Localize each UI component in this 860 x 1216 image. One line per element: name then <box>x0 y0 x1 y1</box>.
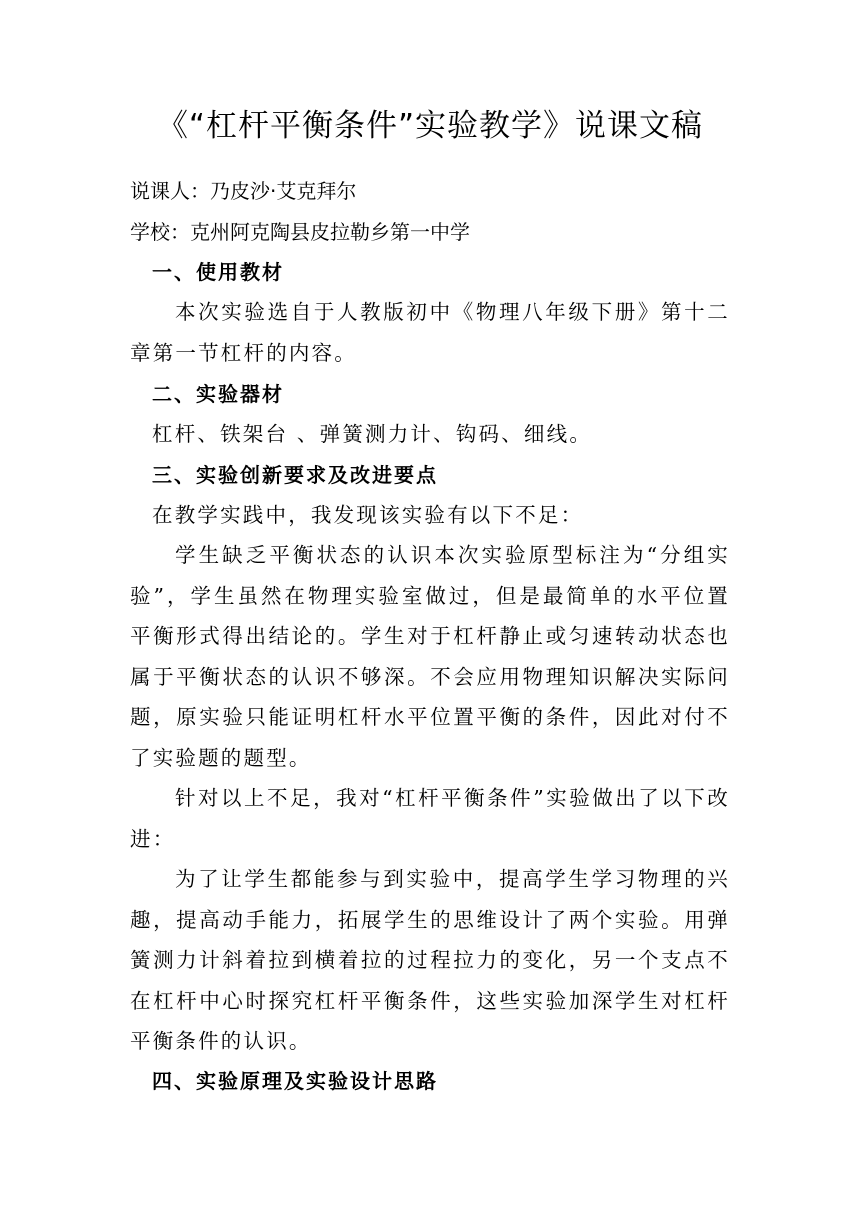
paragraph-materials: 本次实验选自于人教版初中《物理八年级下册》第十二章第一节杠杆的内容。 <box>130 300 730 365</box>
paragraph-improvement-intro: 针对以上不足，我对“杠杆平衡条件”实验做出了以下改进： <box>130 786 730 851</box>
section-heading-improvements: 三、实验创新要求及改进要点 <box>152 463 438 487</box>
section-heading-materials: 一、使用教材 <box>152 260 284 284</box>
document-title: 《“杠杆平衡条件”实验教学》说课文稿 <box>156 108 704 144</box>
section-heading-equipment: 二、实验器材 <box>152 382 284 406</box>
section-heading-principle: 四、实验原理及实验设计思路 <box>152 1069 438 1093</box>
paragraph-shortcomings: 学生缺乏平衡状态的认识本次实验原型标注为“分组实验”，学生虽然在物理实验室做过，但是最简单的水平位置平衡形式得出结论的。学生对于杠杆静止或匀速转动状态也属于平衡状态的认识不够深。不会应用物理知识解决实际问题，原实验只能证明杠杆水平位置平衡的条件，因此对付不了实验题的题型。 <box>130 543 730 770</box>
paragraph-improvement-detail: 为了让学生都能参与到实验中，提高学生学习物理的兴趣，提高动手能力，拓展学生的思维设计了两个实验。用弹簧测力计斜着拉到横着拉的过程拉力的变化，另一个支点不在杠杆中心时探究杠杆平衡条件，这些实验加深学生对杠杆平衡条件的认识。 <box>130 867 730 1053</box>
school-line: 学校：克州阿克陶县皮拉勒乡第一中学 <box>130 220 470 244</box>
paragraph-equipment: 杠杆、铁架台 、弹簧测力计、钩码、细线。 <box>152 422 593 446</box>
paragraph-shortcomings-intro: 在教学实践中，我发现该实验有以下不足： <box>152 503 584 527</box>
speaker-line: 说课人：乃皮沙·艾克拜尔 <box>130 179 357 203</box>
